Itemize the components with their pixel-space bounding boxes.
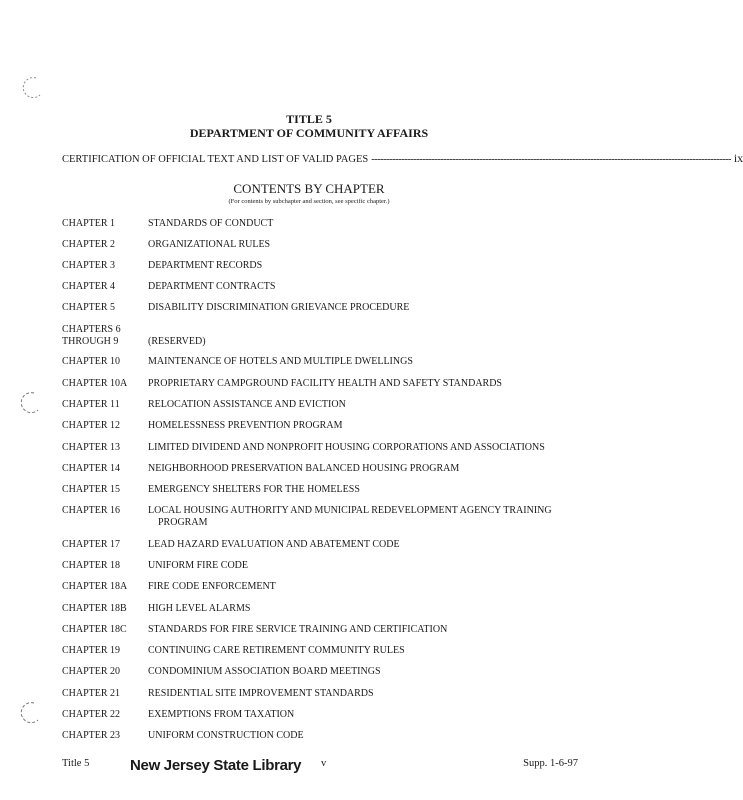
- chapter-name: RESIDENTIAL SITE IMPROVEMENT STANDARDS: [148, 688, 374, 699]
- library-stamp: New Jersey State Library: [130, 757, 302, 774]
- chapter-name: UNIFORM CONSTRUCTION CODE: [148, 730, 304, 741]
- department-title: DEPARTMENT OF COMMUNITY AFFAIRS: [189, 126, 429, 140]
- chapter-name: NEIGHBORHOOD PRESERVATION BALANCED HOUSING PROGRAM: [148, 463, 460, 474]
- chapter-label: CHAPTER 11: [62, 399, 120, 410]
- chapter-label: CHAPTER 1: [62, 218, 116, 229]
- chapter-name: PROPRIETARY CAMPGROUND FACILITY HEALTH AND SAFETY STANDARDS: [148, 378, 502, 389]
- chapter-label-line1: CHAPTERS 6: [62, 324, 121, 335]
- chapter-name: CONTINUING CARE RETIREMENT COMMUNITY RULES: [148, 645, 405, 656]
- chapter-name: EMERGENCY SHELTERS FOR THE HOMELESS: [148, 484, 360, 495]
- chapter-name: HIGH LEVEL ALARMS: [148, 603, 251, 614]
- chapter-label: CHAPTER 19: [62, 645, 121, 656]
- chapter-label: CHAPTER 18: [62, 560, 121, 571]
- chapter-label: CHAPTER 18B: [62, 603, 127, 614]
- chapter-label: CHAPTER 17: [62, 539, 121, 550]
- chapter-label: CHAPTER 14: [62, 463, 121, 474]
- contents-heading: CONTENTS BY CHAPTER: [233, 181, 385, 196]
- chapter-label: CHAPTER 20: [62, 666, 121, 677]
- chapter-label-line2: THROUGH 9: [62, 336, 119, 347]
- certification-page: ix: [733, 151, 743, 165]
- chapter-name: DISABILITY DISCRIMINATION GRIEVANCE PROCEDURE: [148, 302, 410, 313]
- certification-text: CERTIFICATION OF OFFICIAL TEXT AND LIST OF VALID PAGES: [62, 154, 369, 165]
- chapter-name: FIRE CODE ENFORCEMENT: [148, 581, 276, 592]
- chapter-label: CHAPTER 10: [62, 356, 121, 367]
- chapter-label: CHAPTER 2: [62, 239, 116, 250]
- certification-leader: ------------------------------------------------------------------------------------------------------------------------: [371, 154, 731, 165]
- chapter-label: CHAPTER 3: [62, 260, 116, 271]
- chapter-name: DEPARTMENT RECORDS: [148, 260, 263, 271]
- chapter-label: CHAPTER 5: [62, 302, 116, 313]
- chapter-name: STANDARDS OF CONDUCT: [148, 218, 274, 229]
- chapter-name: UNIFORM FIRE CODE: [148, 560, 249, 571]
- chapter-name: MAINTENANCE OF HOTELS AND MULTIPLE DWELLINGS: [148, 356, 413, 367]
- chapter-name: CONDOMINIUM ASSOCIATION BOARD MEETINGS: [148, 666, 381, 677]
- chapter-label: CHAPTER 13: [62, 442, 121, 453]
- chapter-label: CHAPTER 18C: [62, 624, 127, 635]
- chapter-label: CHAPTER 22: [62, 709, 121, 720]
- chapter-label: CHAPTER 4: [62, 281, 116, 292]
- contents-subheading: (For contents by subchapter and section, see specific chapter.): [228, 198, 390, 205]
- certification-line: [62, 151, 743, 166]
- chapter-label: CHAPTER 10A: [62, 378, 128, 389]
- footer-title: Title 5: [62, 758, 90, 769]
- chapter-name-line2: PROGRAM: [158, 517, 208, 528]
- chapter-label: CHAPTER 18A: [62, 581, 128, 592]
- chapter-name: STANDARDS FOR FIRE SERVICE TRAINING AND CERTIFICATION: [148, 624, 448, 635]
- chapter-label: CHAPTER 23: [62, 730, 121, 741]
- footer-page-number: v: [321, 758, 327, 769]
- chapter-name: LEAD HAZARD EVALUATION AND ABATEMENT CODE: [148, 539, 400, 550]
- chapter-name: ORGANIZATIONAL RULES: [148, 239, 271, 250]
- punch-hole-icon: [18, 390, 42, 414]
- chapter-name-line1: LOCAL HOUSING AUTHORITY AND MUNICIPAL REDEVELOPMENT AGENCY TRAINING: [148, 505, 552, 516]
- chapter-name: RELOCATION ASSISTANCE AND EVICTION: [148, 399, 346, 410]
- chapter-name: [148, 505, 588, 529]
- chapter-label: CHAPTER 12: [62, 420, 121, 431]
- punch-hole-icon: [18, 700, 42, 724]
- chapter-name: (RESERVED): [148, 336, 206, 347]
- chapter-name: LIMITED DIVIDEND AND NONPROFIT HOUSING CORPORATIONS AND ASSOCIATIONS: [148, 442, 545, 453]
- chapter-label: CHAPTER 21: [62, 688, 121, 699]
- chapter-name: EXEMPTIONS FROM TAXATION: [148, 709, 295, 720]
- chapter-label: CHAPTER 15: [62, 484, 121, 495]
- chapter-label: CHAPTER 16: [62, 505, 121, 516]
- chapter-name: HOMELESSNESS PREVENTION PROGRAM: [148, 420, 343, 431]
- chapter-name: DEPARTMENT CONTRACTS: [148, 281, 276, 292]
- chapter-label: [62, 324, 147, 348]
- footer-supplement: Supp. 1-6-97: [523, 758, 578, 769]
- punch-hole-icon: [20, 75, 44, 99]
- title-number: TITLE 5: [286, 112, 332, 126]
